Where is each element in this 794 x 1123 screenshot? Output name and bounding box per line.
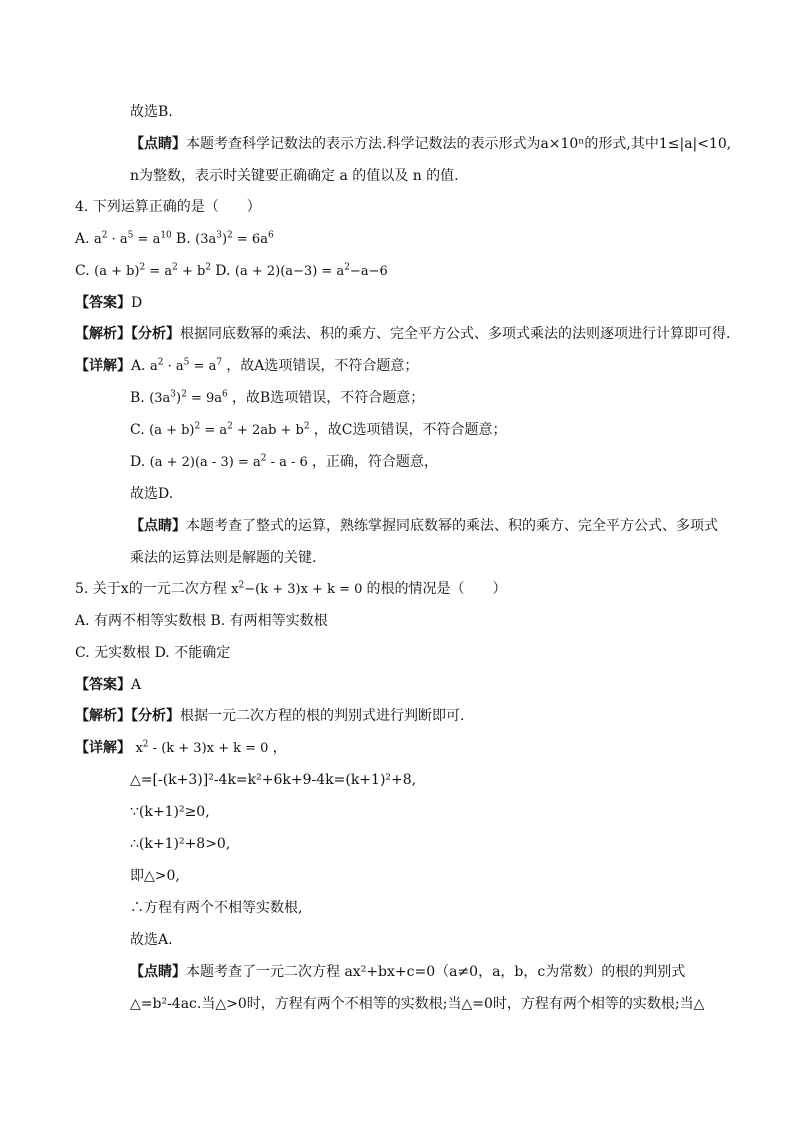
conclusion-5: 故选A. — [130, 932, 173, 948]
answer-4 — [75, 293, 142, 313]
detail-a-math: $a^2 \cdot a^5 = a^7$ — [150, 357, 223, 374]
answer-value: D — [131, 295, 143, 311]
conclusion-previous: 故选B. — [130, 104, 173, 120]
tip-5-line1: 【点睛】本题考查了一元二次方程 ax²+bx+c=0（a≠0，a，b，c为常数）的根的判别式 — [130, 964, 686, 980]
question-5-options-ab — [75, 611, 328, 631]
option-d-label: D. — [215, 263, 231, 279]
tip-text: 本题考查科学记数法的表示方法.科学记数法的表示形式为a×10ⁿ的形式,其中1≤|a|<10, — [186, 136, 732, 152]
tip-previous-line1 — [130, 134, 731, 154]
option-b-math: $(3a^3)^2 = 6a^6$ — [195, 230, 274, 247]
option-d-math: $(a + 2)(a-3) = a^2-a-6$ — [234, 262, 388, 279]
option-c-math: $(a + b)^2 = a^2 + b^2$ — [94, 262, 212, 279]
question-4-stem: 4. 下列运算正确的是（ ） — [75, 199, 261, 215]
detail-5-math: $x^2 - (k + 3)x + k = 0$ — [135, 739, 269, 756]
option-b: B. 有两相等实数根 — [210, 613, 328, 629]
analysis-label: 【解析】【分析】 — [75, 326, 180, 342]
option-a-math: $a^2 \cdot a^5 = a^{10}$ — [94, 230, 172, 247]
detail-label: 【详解】 — [75, 358, 131, 374]
tip-label: 【点睛】 — [130, 136, 186, 152]
detail-5-step5: 即△>0, — [130, 868, 180, 884]
conclusion-4: 故选D. — [130, 486, 174, 502]
option-a-label: A. — [75, 231, 90, 247]
answer-5 — [75, 675, 141, 695]
question-5-math: $x^2-(k + 3)x + k = 0$ — [231, 580, 363, 597]
question-4-options-cd — [75, 261, 388, 282]
detail-5-step1: 【详解】 $x^2 - (k + 3)x + k = 0$ ， — [75, 739, 287, 756]
detail-5-step3: ∵(k+1)²≥0, — [130, 804, 210, 820]
tip-previous-line2: n为整数，表示时关键要正确确定 a 的值以及 n 的值. — [130, 168, 459, 184]
option-b-label: B. — [175, 231, 191, 247]
detail-4-b: B. $(3a^3)^2 = 9a^6$ ，故B选项错误，不符合题意； — [130, 389, 425, 406]
option-c-label: C. — [75, 263, 90, 279]
detail-5-step2: △=[-(k+3)]²-4k=k²+6k+9-4k=(k+1)²+8, — [130, 772, 417, 788]
question-4-options-ab — [75, 229, 274, 250]
tip-label: 【点睛】 — [130, 518, 186, 534]
detail-4-c: C. $(a + b)^2 = a^2 + 2ab + b^2$ ，故C选项错误，不符合题意； — [130, 421, 507, 438]
tip-4-line2: 乘法的运算法则是解题的关键. — [130, 550, 317, 566]
tip-4-line1: 【点睛】本题考查了整式的运算，熟练掌握同底数幂的乘法、积的乘方、完全平方公式、多项式 — [130, 518, 718, 534]
option-c: C. 无实数根 — [75, 645, 151, 661]
analysis-4 — [75, 324, 730, 344]
option-d: D. 不能确定 — [154, 645, 231, 661]
detail-b-math: $(3a^3)^2 = 9a^6$ — [149, 389, 228, 406]
answer-value: A — [131, 677, 142, 693]
analysis-5 — [75, 706, 464, 726]
analysis-text: 根据一元二次方程的根的判别式进行判断即可. — [180, 708, 465, 724]
detail-5-step4: ∴(k+1)²+8>0, — [130, 836, 231, 852]
detail-5-step6: ∴方程有两个不相等实数根, — [130, 900, 303, 916]
detail-4-d: D. $(a + 2)(a - 3) = a^2 - a - 6$ ，正确，符合题意， — [130, 453, 438, 470]
detail-label: 【详解】 — [75, 740, 131, 756]
answer-label: 【答案】 — [75, 295, 131, 311]
detail-4-a: 【详解】A. $a^2 \cdot a^5 = a^7$ ，故A选项错误，不符合题意； — [75, 357, 419, 374]
answer-label: 【答案】 — [75, 677, 131, 693]
option-a: A. 有两不相等实数根 — [75, 613, 207, 629]
tip-5-line2: △=b²-4ac.当△>0时，方程有两个不相等的实数根;当△=0时，方程有两个相等的实数根;当△ — [130, 996, 705, 1012]
detail-c-math: $(a + b)^2 = a^2 + 2ab + b^2$ — [149, 421, 310, 438]
question-5-stem: 5. 关于x的一元二次方程 $x^2-(k + 3)x + k = 0$ 的根的情况是（ ） — [75, 580, 507, 597]
analysis-label: 【解析】【分析】 — [75, 708, 180, 724]
detail-d-math: $(a + 2)(a - 3) = a^2 - a - 6$ — [149, 453, 308, 470]
analysis-text: 根据同底数幂的乘法、积的乘方、完全平方公式、多项式乘法的法则逐项进行计算即可得. — [180, 326, 731, 342]
question-5-options-cd — [75, 643, 230, 663]
tip-label: 【点睛】 — [130, 964, 186, 980]
